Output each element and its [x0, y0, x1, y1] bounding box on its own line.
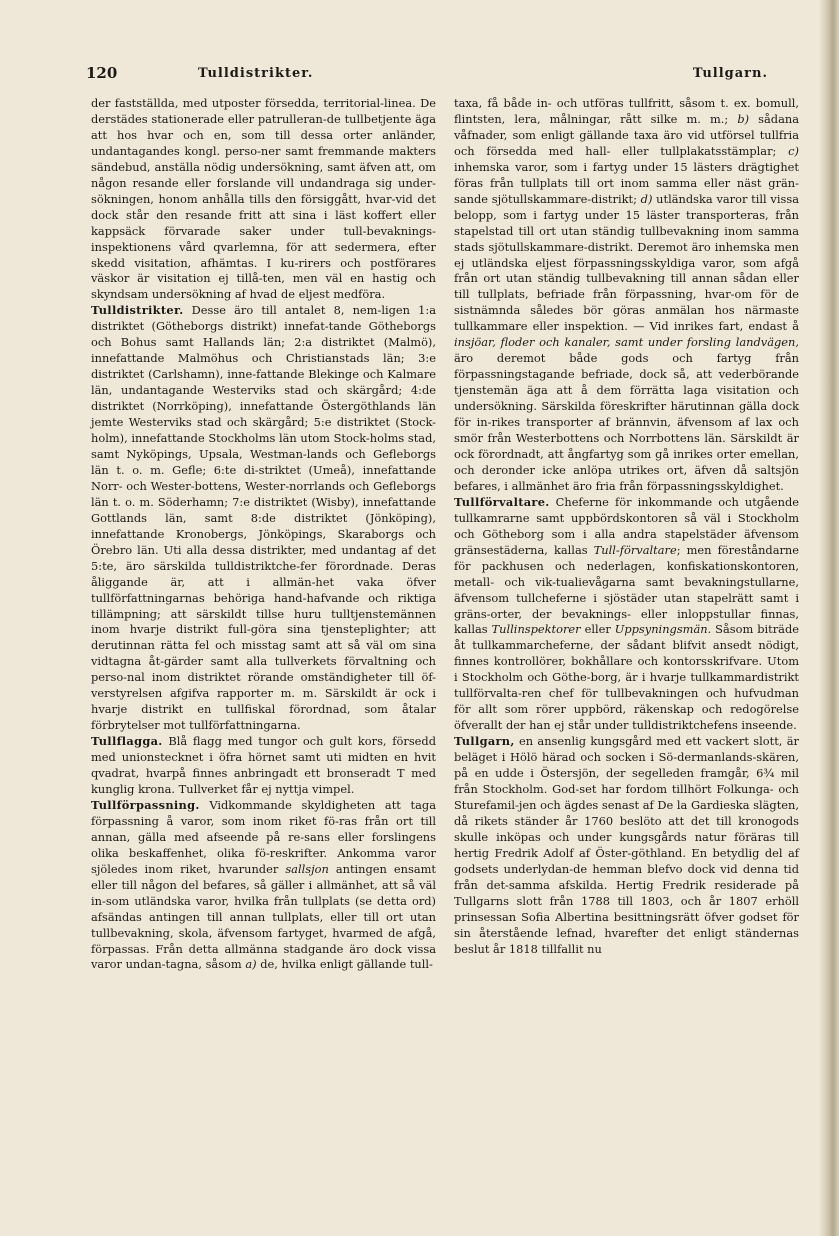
right-column — [454, 96, 799, 957]
entry-tullforvaltare — [454, 495, 799, 734]
entry-text: utländska varor till vissa belopp, som i fartyg under 15 läster transporteras, från stapelstad till ort utan ständig tullbevakning inom samma stads sjötullskammare-distrikt. Deremot äro inhemska men ej utländska eljest förpassningsskyldiga varor, som afgå från ort utan ständig tullbevakning till annan sådan eller till tullplats, befriade från förpassning, hvar-om för de sistnämnda således bör göras anmälan hos närmaste tullkammare eller inspektion. — Vid inrikes fart, endast å — [454, 191, 799, 334]
entry-text: Såsom biträde åt tullkammarcheferne, der sådant blifvit ansedt nödigt, finnes kontrollörer, bokhållare och kontorsskrifvare. Utom i Stockholm och Göthe-borg, är i hvarje tullkammardistrikt tullförvalta-ren chef för tullbevakningen och hufvudman för allt som rörer uppbörd, räkenskap och redogörelse öfverallt der han ej står under tulldistriktchefens inseende. — [454, 622, 799, 733]
entry-tullflagga — [91, 734, 436, 798]
entry-text: inhemska varor, som i fartyg under 15 lästers drägtighet föras från tullplats till ort inom samma eller näst grän-sande sjötullskammare-distrikt; — [454, 159, 799, 206]
entry-text: ; men föreståndarne för packhusen och nederlagen, konfiskationskontoren, metall- och vik-tualievågarna samt bevakningstullarne, äfvensom tullcheferne i sjöstäder utan stapelrätt samt i gräns-orter, der bevaknings- eller inloppstullar finnas, kallas — [454, 542, 800, 637]
entry-italic: Tullinspektorer — [491, 622, 581, 637]
entry-term: Tullgarn, — [454, 734, 515, 749]
entry-tulldistrikter — [91, 303, 436, 734]
entry-text: de, hvilka enligt gällande tull- — [256, 957, 433, 972]
entry-text: sådana våfnader, som enligt gällande taxa äro vid utförsel tullfria och försedda med hall- eller tullplakatsstämplar; — [454, 111, 799, 158]
entry-tullgarn — [454, 734, 799, 957]
entry-italic: Uppsyningsmän. — [614, 622, 712, 637]
entry-term: Tullflagga. — [91, 734, 163, 749]
entry-italic: sallsjon — [285, 861, 329, 876]
entry-text: äro deremot både gods och fartyg från förpassningstagande befriade, dock så, att vederbörande tjenstemän äga att å dem förrätta laga visitation och undersökning. Särskilda föreskrifter härutinnan gälla dock för in-rikes transporter af brännvin, äfvensom af lax och smör från Westerbottens och Norrbottens län. Särskildt är ock förordnadt, att ångfartyg som gå inrikes orter emellan, och deronder icke anlöpa utrikes ort, äfven då saltsjön befares, i allmänhet äro fria från förpassningsskyldighet. — [454, 351, 799, 493]
entry-text: Desse äro till antalet 8, nem-ligen 1:a distriktet (Götheborgs distrikt) innefat-tande Götheborgs och Bohus samt Hallands län; 2:a distriktet (Malmö), innefattande Malmöhus och Christianstads län; 3:e distriktet (Carlshamn), inne-fattande Blekinge och Kalmare län, undantagande Westerviks stad och skärgård; 4:de distriktet (Norrköping), innefattande Östergöthlands län jemte Westerviks stad och skärgård; 5:e distriktet (Stock-holm), innefattande Stockholms län utom Stock-holms stad, samt Nyköpings, Upsala, Westman-lands och Gefleborgs län t. o. m. Gefle; 6:te di-striktet (Umeå), innefattande Norr- och Wester-bottens, Wester-norrlands och Gefleborgs län t. o. m. Söderhamn; 7:e distriktet (Wisby), innefattande Gottlands län, samt 8:de distriktet (Jönköping), innefattande Kronobergs, Jönköpings, Skaraborgs och Örebro län. Uti alla dessa distrikter, med undantag af det 5:te, äro särskilda tulldistriktche-fer förordnade. Deras åliggande är, att i allmän-het vaka öfver tullförfattningarnas behöriga hand-hafvande och riktiga tillämpning; att särskildt tillse huru tulltjenstemännen inom hvarje distrikt full-göra sina tjensteplighter; att derutinnan rätta fel och misstag samt att så väl om sina vidtagna åt-gärder samt alla tullverkets förvaltning och perso-nal inom distriktet rörande omständigheter till öf-verstyrelsen afgifva rapporter m. m. Särskildt är ock i hvarje distrikt en tullfiskal förordnad, som åtalar förbrytelser mot tullförfattningarna. — [91, 303, 436, 733]
entry-tullforpassning — [91, 798, 436, 973]
entry-term: Tulldistrikter. — [91, 303, 184, 318]
entry-text: Vidkommande skyldigheten att taga förpassning å varor, som inom riket fö-ras från ort till annan, gälla med afseende på re-sans eller forslingens olika beskaffenhet, olika fö-reskrifter. Ankomma varor sjöledes inom riket, hvarunder — [91, 797, 436, 876]
left-column — [91, 96, 436, 973]
entry-term: Tullförpassning. — [91, 797, 200, 812]
running-head-right: Tullgarn. — [692, 66, 768, 81]
entry-italic: d) — [640, 191, 653, 206]
entry-italic: c) — [788, 143, 799, 158]
entry-italic: Tull-förvaltare — [593, 542, 677, 557]
entry-text: antingen ensamt eller till någon del befares, så gäller i allmänhet, att så väl in-som utländska varor, hvilka från tullplats (se detta ord) afsändas antingen till annan tullplats, eller till ort utan tullbevakning, skola, äfvensom fartyget, hvarmed de afgå, förpassas. Från detta allmänna stadgande äro dock vissa varor undan-tagna, såsom — [91, 861, 436, 972]
page-number: 120 — [86, 64, 118, 82]
entry-italic: b) — [737, 111, 750, 126]
entry-text: eller — [580, 622, 615, 637]
entry-term: Tullförvaltare. — [454, 494, 550, 509]
entry-text: en ansenlig kungsgård med ett vackert slott, är beläget i Hölö härad och socken i Sö-dermanlands-skären, på en udde i Östersjön, der segelleden framgår, 6¾ mil från Stockholm. God-set har fordom tillhört Folkunga- och Sturefamil-jen och ägdes senast af De la Gardieska slägten, då rikets ständer år 1760 beslöto att det till kronogods skulle inköpas och under kungsgårds natur föräras till hertig Fredrik Adolf af Öster-göthland. En betydlig del af godsets underlydan-de hemman blefvo dock vid denna tid från det-samma afskilda. Hertig Fredrik residerade på Tullgarns slott från 1788 till 1803, och år 1807 erhöll prinsessan Sofia Albertina besittningsrätt öfver godset för sin återstående lefnad, hvarefter det enligt ständernas beslut år 1818 tillfallit nu — [454, 734, 799, 956]
entry-text: Blå flagg med tungor och gult kors, försedd med unionstecknet i öfra hörnet samt uti midten en hvit qvadrat, hvarpå finnes anbringadt ett bronseradt T med kunglig krona. Tullverket får ej nyttja vimpel. — [91, 734, 436, 796]
entry-text: taxa, få både in- och utföras tullfritt, såsom t. ex. bomull, flintsten, lera, målningar, rått silke m. m.; — [454, 96, 799, 126]
entry-italic: a) — [245, 957, 257, 972]
entry-italic: insjöar, floder och kanaler, samt under forsling landvägen, — [454, 335, 799, 350]
running-head-left: Tulldistrikter. — [198, 66, 314, 81]
paragraph-tullforpassning-cont — [454, 96, 799, 495]
paragraph-territorial-linea: der fastställda, med utposter försedda, territorial-linea. De derstädes stationerade eller patrulleran-de tullbetjente äga att hos hvar och en, som till dessa orter anländer, undantagandes kongl. perso-ner samt fremmande makters sändebud, anställa nödig undersökning, samt äfven att, om någon resande eller forslande vill undandraga sig under-sökningen, honom anhålla tills den försiggått, hvar-vid det dock står den resande fritt att sina i läst koffert eller kappsäck förvarade saker under tull-bevaknings-inspektionens vård qvarlemna, för att sedermera, efter skedd visitation, afhämtas. I ku-rirers och postförares väskor är visitation ej tillå-ten, men väl en hastig och skyndsam undersökning af hvad de eljest medföra. — [91, 96, 436, 302]
page-header — [86, 64, 776, 88]
page-edge — [819, 0, 839, 1236]
entry-text: Cheferne för inkommande och utgående tullkamrarne samt uppbördskontoren så väl i Stockholm och Götheborg som i alla andra stapelstäder äfvensom gränsestäderna, kallas — [454, 494, 799, 557]
